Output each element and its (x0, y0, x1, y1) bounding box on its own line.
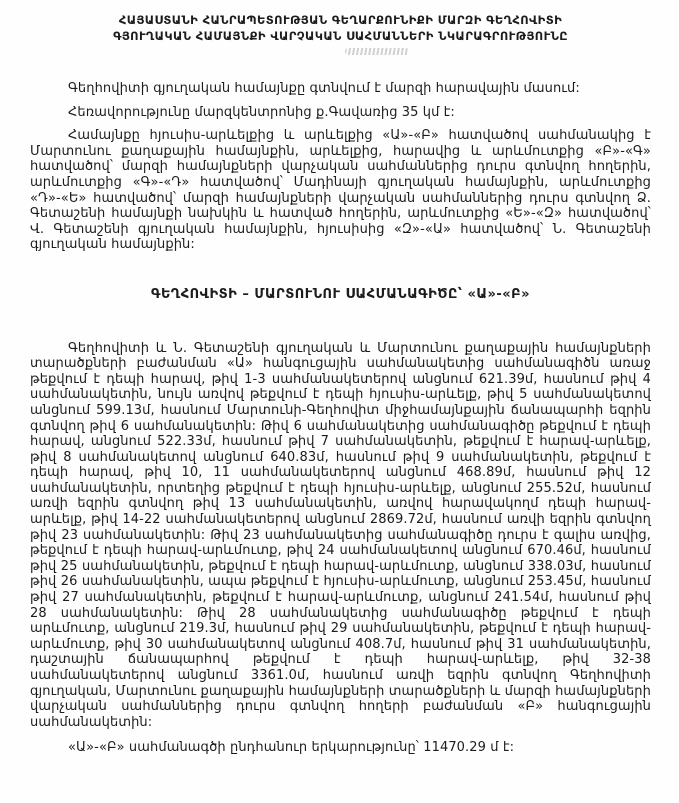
document-title (30, 12, 651, 44)
document-title-line-2: ԳՅՈՒՂԱԿԱՆ ՀԱՄԱՅՆՔԻ ՎԱՐՉԱԿԱՆ ՍԱՀՄԱՆՆԵՐԻ ՆԿԱՐԱԳՐՈՒԹՅՈՒՆԸ (113, 29, 568, 43)
paragraph-boundary-description: Գեղհովիտի և Ն. Գետաշենի գյուղական և Մարտունու քաղաքային համայնքների տարածքների բաժանման «Ա» հանգուցային սահմանակետից սահմանագիծն առաջ թեքվում է դեպի հարավ, թիվ 1-3 սահմանակետերով անցնում 621.39մ, հասնում թիվ 4 սահմանակետին, նույն առվով թեքվում է դեպի հյուսիս-արևելք, թիվ 5 սահմանակետով անցնում 599.13մ, հասնում Մարտունի-Գեղհովիտ միջհամայնքային ճանապարհի եզրին գտնվող թիվ 6 սահմանակետին: Թիվ 6 սահմանակետից սահմանագիծը թեքվում է դեպի հարավ, անցնում 522.33մ, հասնում թիվ 7 սահմանակետին, թեքվում է հարավ-արևելք, թիվ 8 սահմանակետով անցնում 640.83մ, հասնում թիվ 9 սահմանակետին, թեքվում է դեպի հարավ, թիվ 10, 11 սահմանակետերով անցնում 468.89մ, հասնում թիվ 12 սահմանակետին, որտեղից թեքվում է դեպի հյուսիս-արևելք, անցնում 255.52մ, հասնում առվի եզրին գտնվող թիվ 13 սահմանակետին, առվով հարավակողմ դեպի հարավ-արևելք, թիվ 14-22 սահմանակետերով անցնում 2869.72մ, հասնում առվի եզրին գտնվող թիվ 23 սահմանակետին: Թիվ 23 սահմանակետից սահմանագիծը դուրս է գալիս առվից, թեքվում է դեպի հարավ-արևմուտք, թիվ 24 սահմանակետով անցնում 670.46մ, հասնում թիվ 25 սահմանակետին, թեքվում է դեպի հարավ-արևմուտք, անցնում 338.03մ, հասնում թիվ 26 սահմանակետին, ապա թեքվում է հյուսիս-արևմուտք, անցնում 253.45մ, հասնում թիվ 27 սահմանակետին, թեքվում է հարավ-արևմուտք, անցնում 241.54մ, հասնում թիվ 28 սահմանակետին: Թիվ 28 սահմանակետից սահմանագիծը թեքվում է դեպի արևմուտք, անցնում 219.3մ, հասնում թիվ 29 սահմանակետին, թեքվում է դեպի հարավ-արևմուտք, թիվ 30 սահմանակետով անցնում 408.7մ, հասնում թիվ 31 սահմանակետին, դաշտային ճանապարհով թեքվում է դեպի հարավ-արևելք, թիվ 32-38 սահմանակետերով անցնում 3361.0մ, հասնում առվի եզրին գտնվող Գեղհովիտի գյուղական, Մարտունու քաղաքային համայնքների տարածքների և մարզի համայնքների վարչական սահմաններից դուրս գտնվող հողերի բաժանման «Բ» հանգուցային սահմանակետին: (30, 340, 651, 730)
paragraph-neighbors: Համայնքը հյուսիս-արևելքից և արևելքից «Ա»-«Բ» հատվածով սահմանակից է Մարտունու քաղաքային համայնքին, արևելքից, հարավից և արևմուտքից «Բ»-«Գ» հատվածով՝ մարզի համայնքների վարչական սահմաններից դուրս գտնվող հողերին, արևմուտքից «Գ»-«Դ» հատվածով՝ Մադինայի գյուղական համայնքին, արևմուտքից «Դ»-«Ե» հատվածով՝ մարզի համայնքների վարչական սահմաններից դուրս գտնվող Ձ. Գետաշենի համայնքի նախկին և հատված հողերին, արևմուտքից «Ե»-«Զ» հատվածով՝ Վ. Գետաշենի գյուղական համայնքին, հյուսիսից «Զ»-«Ա» հատվածով՝ Ն. Գետաշենի գյուղական համայնքին: (30, 128, 651, 253)
scan-artifact (345, 48, 409, 55)
paragraph-distance: Հեռավորությունը մարզկենտրոնից ք.Գավառից 35 կմ է: (68, 104, 455, 120)
paragraph-location: Գեղհովիտի գյուղական համայնքը գտնվում է մարզի հարավային մասում: (68, 81, 580, 96)
document-body (30, 81, 651, 756)
document-title-line-1: ՀԱՅԱՍՏԱՆԻ ՀԱՆՐԱՊԵՏՈՒԹՅԱՆ ԳԵՂԱՐՔՈՒՆԻՔԻ ՄԱՐԶԻ ԳԵՂՀՈՎԻՏԻ (118, 13, 563, 27)
section-title: ԳԵՂՀՈՎԻՏԻ – ՄԱՐՏՈՒՆՈՒ ՍԱՀՄԱՆԱԳԻԾԸ՝ «Ա»-«Բ» (150, 286, 531, 302)
paragraph-total-length: «Ա»-«Բ» սահմանագծի ընդհանուր երկարությունը՝ 11470.29 մ է: (68, 740, 515, 756)
